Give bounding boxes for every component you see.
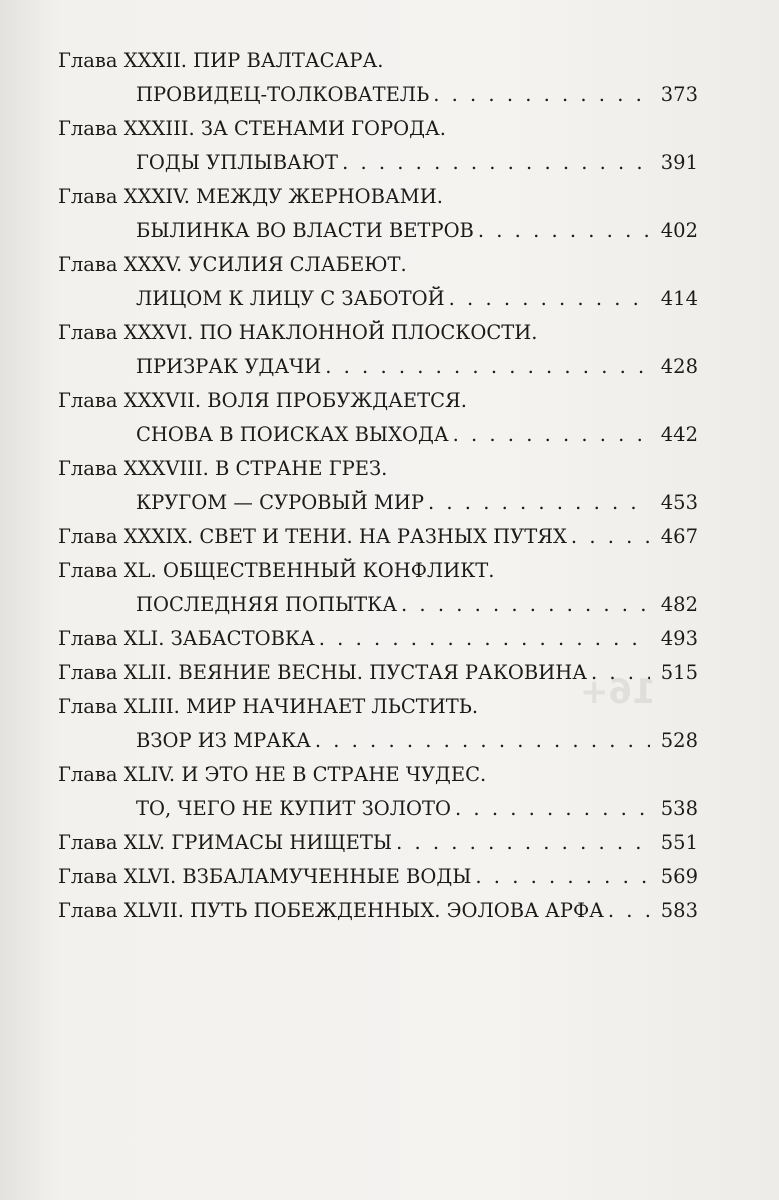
dot-leader <box>396 826 650 860</box>
toc-title-line <box>58 316 698 350</box>
toc-subtitle-line <box>58 350 698 384</box>
page-number: 493 <box>660 627 698 650</box>
chapter-title: Глава XXXIV. МЕЖДУ ЖЕРНОВАМИ. <box>58 185 443 208</box>
chapter-subtitle: ГОДЫ УПЛЫВАЮТ <box>136 151 339 174</box>
toc-entry <box>58 554 698 622</box>
toc-entry <box>58 690 698 758</box>
chapter-title: Глава XLVII. ПУТЬ ПОБЕЖДЕННЫХ. ЭОЛОВА АРФА <box>58 899 604 922</box>
toc-entry <box>58 44 698 112</box>
dot-leader <box>428 486 650 520</box>
toc-entry <box>58 384 698 452</box>
toc-subtitle-line <box>58 588 698 622</box>
page-number: 538 <box>660 797 698 820</box>
toc-entry <box>58 758 698 826</box>
toc-title-line <box>58 384 698 418</box>
dot-leader <box>319 622 650 656</box>
chapter-subtitle: СНОВА В ПОИСКАХ ВЫХОДА <box>136 423 449 446</box>
toc-entry <box>58 656 698 690</box>
dot-leader <box>455 792 650 826</box>
toc-title-line <box>58 248 698 282</box>
chapter-title: Глава XLII. ВЕЯНИЕ ВЕСНЫ. ПУСТАЯ РАКОВИНА <box>58 661 588 684</box>
chapter-title: Глава XLIV. И ЭТО НЕ В СТРАНЕ ЧУДЕС. <box>58 763 487 786</box>
page-number: 569 <box>660 865 698 888</box>
table-of-contents <box>58 44 698 928</box>
toc-entry <box>58 180 698 248</box>
chapter-title: Глава XXXIX. СВЕТ И ТЕНИ. НА РАЗНЫХ ПУТЯХ <box>58 525 567 548</box>
page-number: 453 <box>660 491 698 514</box>
toc-title-line <box>58 44 698 78</box>
page-number: 402 <box>660 219 698 242</box>
page-number: 515 <box>660 661 698 684</box>
page-number: 414 <box>660 287 698 310</box>
dot-leader <box>608 894 650 928</box>
chapter-title: Глава XXXV. УСИЛИЯ СЛАБЕЮТ. <box>58 253 407 276</box>
toc-entry <box>58 248 698 316</box>
dot-leader <box>453 418 650 452</box>
toc-entry <box>58 520 698 554</box>
chapter-subtitle: ПРИЗРАК УДАЧИ <box>136 355 322 378</box>
toc-subtitle-line <box>58 146 698 180</box>
dot-leader <box>449 282 650 316</box>
chapter-title: Глава XXXII. ПИР ВАЛТАСАРА. <box>58 49 384 72</box>
toc-title-line <box>58 656 698 690</box>
chapter-title: Глава XLI. ЗАБАСТОВКА <box>58 627 315 650</box>
dot-leader <box>571 520 650 554</box>
chapter-subtitle: ТО, ЧЕГО НЕ КУПИТ ЗОЛОТО <box>136 797 452 820</box>
toc-title-line <box>58 860 698 894</box>
dot-leader <box>478 214 650 248</box>
toc-entry <box>58 860 698 894</box>
toc-subtitle-line <box>58 792 698 826</box>
page-number: 467 <box>660 525 698 548</box>
toc-title-line <box>58 112 698 146</box>
page-number: 528 <box>660 729 698 752</box>
toc-subtitle-line <box>58 214 698 248</box>
dot-leader <box>475 860 650 894</box>
dot-leader <box>591 656 650 690</box>
toc-entry <box>58 112 698 180</box>
page-number: 373 <box>660 83 698 106</box>
toc-entry <box>58 452 698 520</box>
toc-title-line <box>58 622 698 656</box>
chapter-title: Глава XL. ОБЩЕСТВЕННЫЙ КОНФЛИКТ. <box>58 559 495 582</box>
toc-entry <box>58 622 698 656</box>
page-number: 583 <box>660 899 698 922</box>
chapter-title: Глава XXXVIII. В СТРАНЕ ГРЕЗ. <box>58 457 388 480</box>
chapter-title: Глава XLIII. МИР НАЧИНАЕТ ЛЬСТИТЬ. <box>58 695 479 718</box>
page-number: 442 <box>660 423 698 446</box>
chapter-title: Глава XLVI. ВЗБАЛАМУЧЕННЫЕ ВОДЫ <box>58 865 472 888</box>
dot-leader <box>433 78 650 112</box>
chapter-title: Глава XXXVII. ВОЛЯ ПРОБУЖДАЕТСЯ. <box>58 389 467 412</box>
toc-entry <box>58 826 698 860</box>
toc-title-line <box>58 520 698 554</box>
toc-title-line <box>58 826 698 860</box>
chapter-title: Глава XXXVI. ПО НАКЛОННОЙ ПЛОСКОСТИ. <box>58 321 538 344</box>
toc-title-line <box>58 758 698 792</box>
chapter-subtitle: ПОСЛЕДНЯЯ ПОПЫТКА <box>136 593 398 616</box>
toc-subtitle-line <box>58 418 698 452</box>
chapter-subtitle: КРУГОМ — СУРОВЫЙ МИР <box>136 491 424 514</box>
chapter-subtitle: ВЗОР ИЗ МРАКА <box>136 729 311 752</box>
chapter-subtitle: ЛИЦОМ К ЛИЦУ С ЗАБОТОЙ <box>136 287 445 310</box>
page-number: 482 <box>660 593 698 616</box>
toc-title-line <box>58 894 698 928</box>
toc-entry <box>58 894 698 928</box>
toc-subtitle-line <box>58 78 698 112</box>
dot-leader <box>325 350 650 384</box>
chapter-subtitle: БЫЛИНКА ВО ВЛАСТИ ВЕТРОВ <box>136 219 474 242</box>
age-rating-bleedthrough: 16+ <box>580 672 656 712</box>
chapter-subtitle: ПРОВИДЕЦ-ТОЛКОВАТЕЛЬ <box>136 83 430 106</box>
toc-title-line <box>58 690 698 724</box>
page-number: 551 <box>660 831 698 854</box>
dot-leader <box>315 724 650 758</box>
chapter-title: Глава XXXIII. ЗА СТЕНАМИ ГОРОДА. <box>58 117 446 140</box>
toc-subtitle-line <box>58 486 698 520</box>
toc-title-line <box>58 554 698 588</box>
toc-subtitle-line <box>58 724 698 758</box>
chapter-title: Глава XLV. ГРИМАСЫ НИЩЕТЫ <box>58 831 393 854</box>
page-number: 428 <box>660 355 698 378</box>
page-number: 391 <box>660 151 698 174</box>
dot-leader <box>342 146 650 180</box>
toc-title-line <box>58 452 698 486</box>
toc-entry <box>58 316 698 384</box>
dot-leader <box>401 588 650 622</box>
toc-title-line <box>58 180 698 214</box>
toc-subtitle-line <box>58 282 698 316</box>
